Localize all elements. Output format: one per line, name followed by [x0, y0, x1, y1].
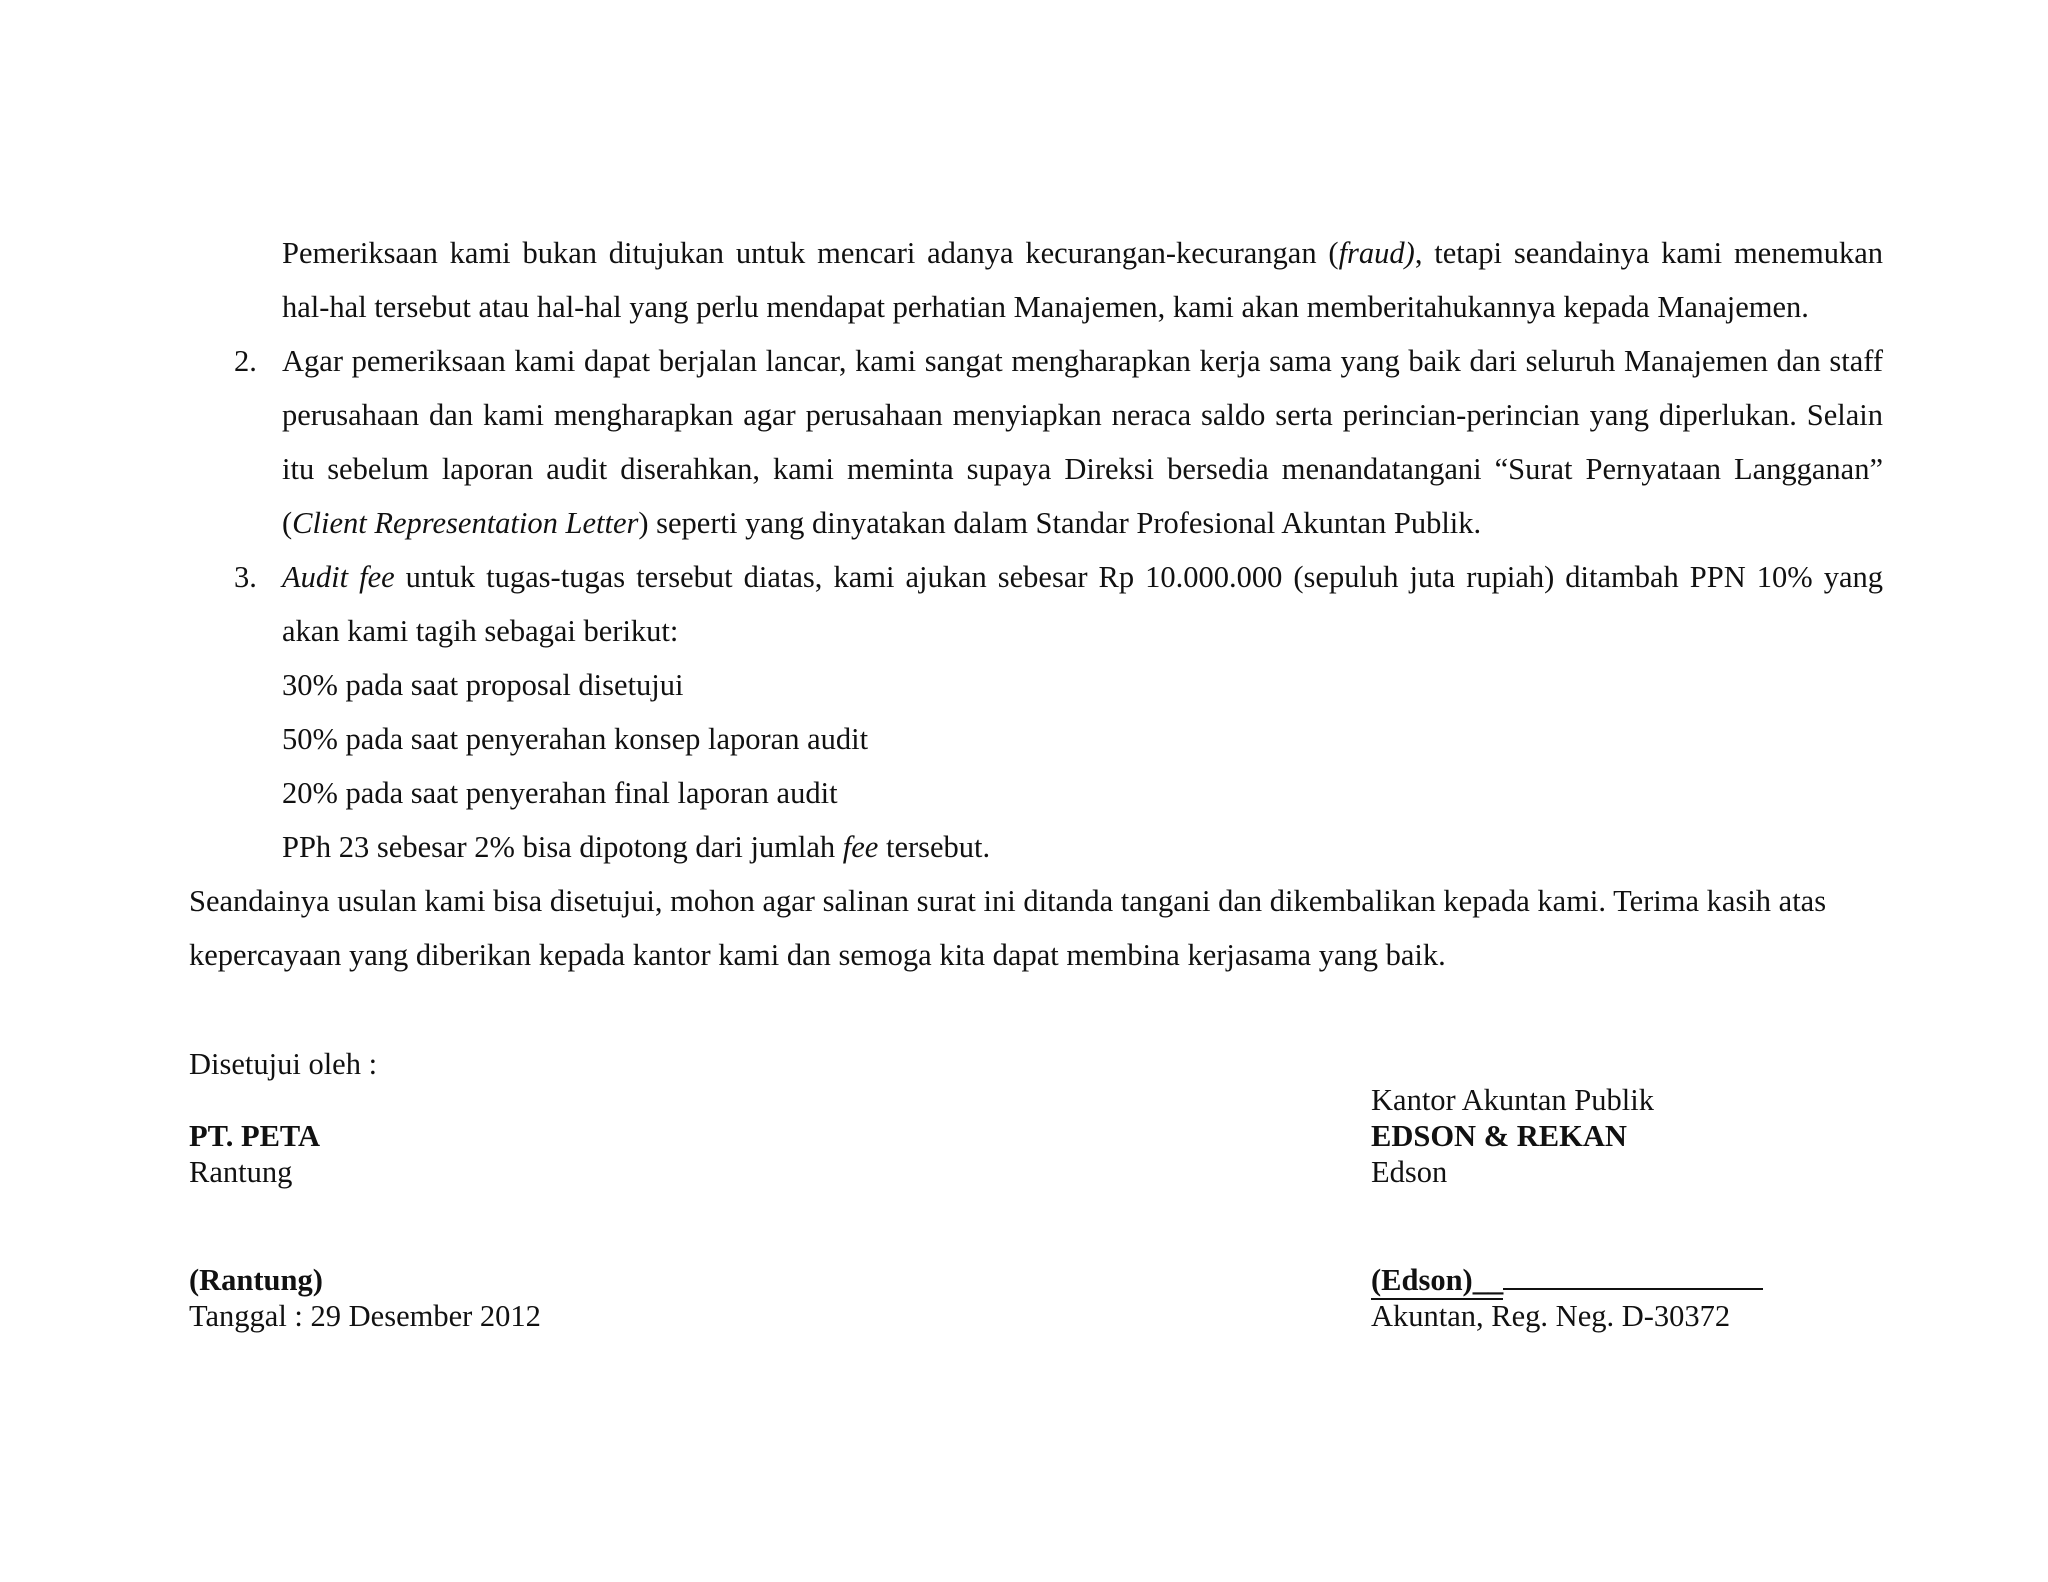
item3-italic-start: Audit fee [282, 560, 395, 594]
item2-text-1: Agar pemeriksaan kami dapat berjalan lancar, kami sangat mengharapkan kerja sama yang baik dari seluruh Manajemen dan staff perusahaan dan kami mengharapkan agar perusahaan menyiapkan neraca saldo serta perincian-perincian yang diperlukan. Selain itu sebelum laporan audit diserahkan, kami meminta supaya Direksi bersedia menandatangani “Surat Pernyataan Langganan” ( [282, 344, 1883, 540]
client-company-name: PT. PETA [189, 1119, 321, 1153]
continuation-paragraph [282, 226, 1883, 334]
approved-by-label: Disetujui oleh : [189, 1047, 378, 1081]
signature-underline [1503, 1262, 1763, 1290]
continuation-italic: fraud) [1338, 236, 1415, 270]
pph-line [282, 820, 1883, 874]
item2-text-2: ) seperti yang dinyatakan dalam Standar Profesional Akuntan Publik. [638, 506, 1482, 540]
list-number-3: 3. [234, 560, 257, 594]
payment-line-1: 30% pada saat proposal disetujui [282, 668, 684, 702]
pph-text-1: PPh 23 sebesar 2% bisa dipotong dari jumlah [282, 830, 843, 864]
item2-italic: Client Representation Letter [292, 506, 639, 540]
client-signer-paren: (Rantung) [189, 1263, 323, 1297]
office-label: Kantor Akuntan Publik [1371, 1083, 1654, 1117]
pph-italic: fee [842, 830, 879, 864]
item3-text-1: untuk tugas-tugas tersebut diatas, kami ajukan sebesar Rp 10.000.000 (sepuluh juta rupiah) ditambah PPN 10% yang akan kami tagih sebagai berikut: [282, 560, 1883, 648]
client-signer-name: Rantung [189, 1155, 293, 1189]
firm-signer-paren: (Edson)__ [1371, 1262, 1503, 1300]
pph-text-2: tersebut. [878, 830, 991, 864]
accountant-registration: Akuntan, Reg. Neg. D-30372 [1371, 1299, 1731, 1333]
continuation-text-2: , tetapi seandainya kami menemukan hal-hal tersebut atau hal-hal yang perlu mendapat perhatian Manajemen, kami akan memberitahukannya kepada Manajemen. [282, 236, 1883, 324]
list-item-3 [234, 550, 1883, 658]
continuation-text-1: Pemeriksaan kami bukan ditujukan untuk mencari adanya kecurangan-kecurangan ( [282, 236, 1339, 270]
firm-signer-line [1371, 1262, 1763, 1300]
list-number-2: 2. [234, 344, 257, 378]
payment-line-2: 50% pada saat penyerahan konsep laporan audit [282, 722, 869, 756]
signature-date: Tanggal : 29 Desember 2012 [189, 1299, 541, 1333]
firm-signer-name: Edson [1371, 1155, 1448, 1189]
firm-name: EDSON & REKAN [1371, 1119, 1627, 1153]
closing-paragraph: Seandainya usulan kami bisa disetujui, mohon agar salinan surat ini ditanda tangani dan dikembalikan kepada kami. Terima kasih atas kepercayaan yang diberikan kepada kantor kami dan semoga kita dapat membina kerjasama yang baik. [189, 884, 1827, 972]
letter-body [189, 226, 1883, 982]
list-item-2 [234, 334, 1883, 550]
payment-line-3: 20% pada saat penyerahan final laporan audit [282, 776, 838, 810]
